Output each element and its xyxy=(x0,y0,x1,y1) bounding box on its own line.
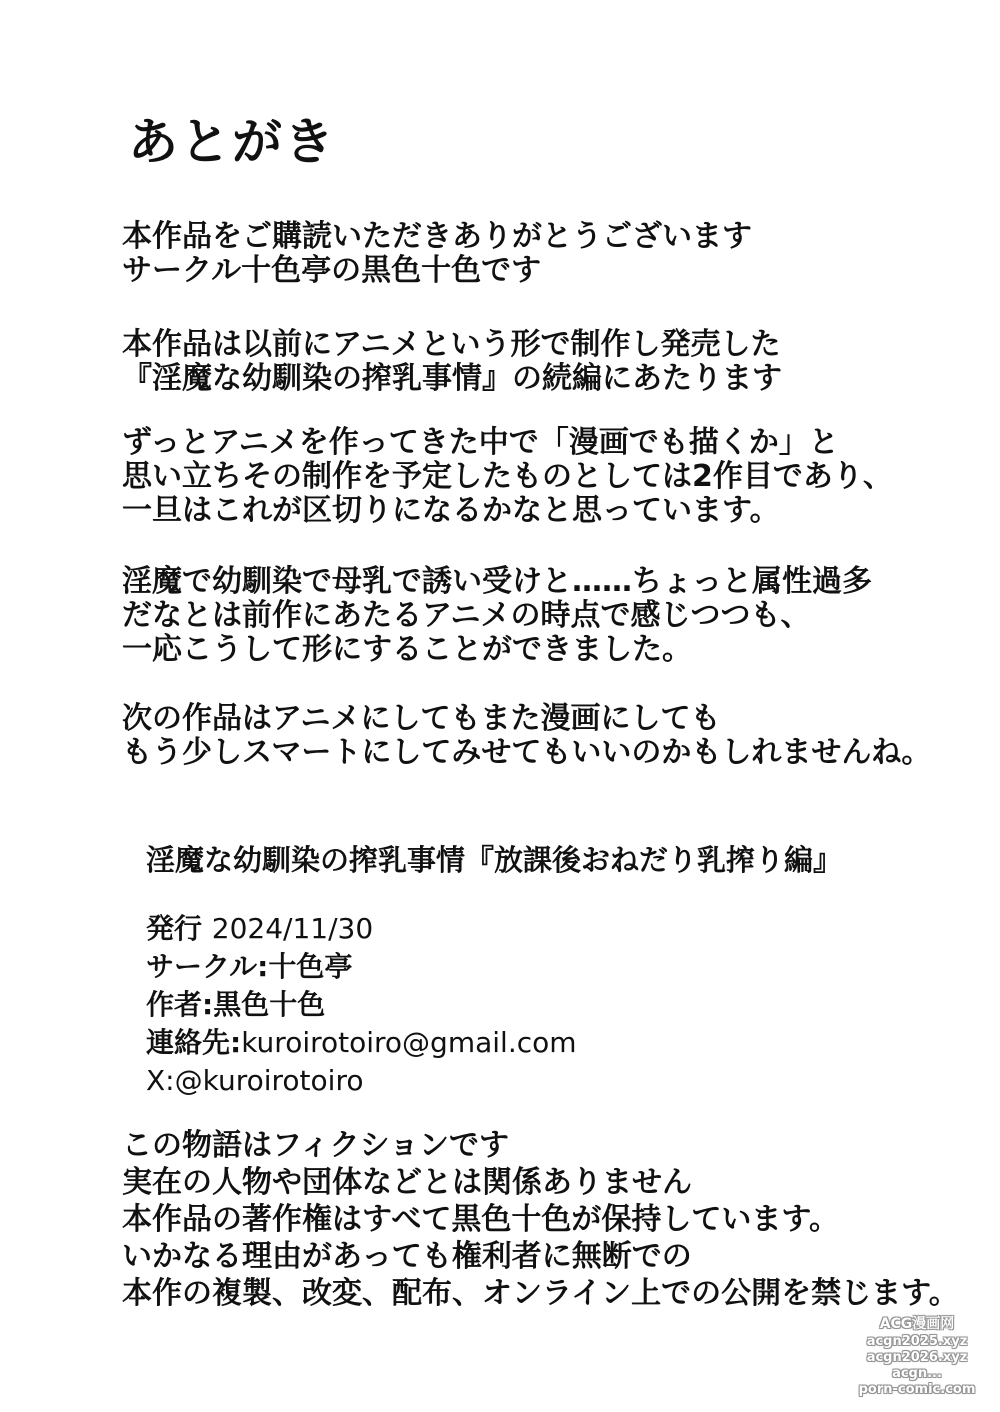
afterword-paragraph xyxy=(122,328,782,396)
watermark-url: porn-comic.com xyxy=(858,1382,976,1397)
paragraph-line: 一旦はこれが区切りになるかなと思っています。 xyxy=(122,493,780,528)
notice-line: いかなる理由があっても権利者に無断での xyxy=(122,1239,692,1274)
paragraph-line: 本作品は以前にアニメという形で制作し発売した xyxy=(122,327,781,362)
colophon-author-row xyxy=(146,986,577,1024)
colophon xyxy=(146,910,577,1100)
paragraph-line: 淫魔で幼馴染で母乳で誘い受けと……ちょっと属性過多 xyxy=(122,564,872,599)
circle-name: 十色亭 xyxy=(268,950,353,983)
watermark-brand: ACG漫画网 xyxy=(879,1316,955,1332)
watermark-url: acgn... xyxy=(892,1366,942,1381)
colophon-circle-row xyxy=(146,948,577,986)
afterword-paragraph xyxy=(122,565,872,667)
paragraph-line: サークル十色亭の黒色十色です xyxy=(122,253,542,288)
paragraph-line: ずっとアニメを作ってきた中で「漫画でも描くか」と xyxy=(122,425,839,460)
colophon-contact-row xyxy=(146,1024,577,1062)
notice-line: 実在の人物や団体などとは関係ありません xyxy=(122,1165,692,1200)
release-label: 発行 xyxy=(146,912,203,945)
author-label: 作者: xyxy=(146,988,214,1021)
notice-line: 本作の複製、改変、配布、オンライン上での公開を禁じます。 xyxy=(122,1276,959,1311)
paragraph-line: 一応こうして形にすることができました。 xyxy=(122,632,692,667)
watermark-url: acgn2026.xyz xyxy=(866,1350,968,1365)
paragraph-line: もう少しスマートにしてみせてもいいのかもしれませんね。 xyxy=(122,735,932,770)
site-watermark xyxy=(854,1316,980,1398)
colophon-x-row xyxy=(146,1062,577,1100)
x-handle: @kuroirotoiro xyxy=(174,1064,364,1097)
copyright-notice xyxy=(122,1127,959,1312)
release-date: 2024/11/30 xyxy=(211,912,374,945)
colophon-release-row xyxy=(146,910,577,948)
contact-label: 連絡先: xyxy=(146,1026,242,1059)
contact-email: kuroirotoiro@gmail.com xyxy=(241,1026,577,1059)
afterword-paragraph xyxy=(122,702,931,770)
notice-line: 本作品の著作権はすべて黒色十色が保持しています。 xyxy=(122,1202,839,1237)
paragraph-line: 本作品をご購読いただきありがとうございます xyxy=(122,219,752,254)
author-name: 黒色十色 xyxy=(213,988,326,1021)
circle-label: サークル: xyxy=(146,950,269,983)
page-title: あとがき xyxy=(128,113,336,171)
paragraph-line: 『淫魔な幼馴染の搾乳事情』の続編にあたります xyxy=(122,361,782,396)
watermark-url: acgn2025.xyz xyxy=(866,1334,968,1349)
x-label: X: xyxy=(146,1064,175,1097)
paragraph-line: 思い立ちその制作を予定したものとしては2作目であり、 xyxy=(122,459,893,494)
work-title: 淫魔な幼馴染の搾乳事情『放課後おねだり乳搾り編』 xyxy=(146,843,843,877)
notice-line: この物語はフィクションです xyxy=(122,1128,509,1163)
afterword-paragraph xyxy=(122,220,752,288)
paragraph-line: だなとは前作にあたるアニメの時点で感じつつも、 xyxy=(122,598,811,633)
afterword-paragraph xyxy=(122,426,893,528)
paragraph-line: 次の作品はアニメにしてもまた漫画にしても xyxy=(122,701,721,736)
